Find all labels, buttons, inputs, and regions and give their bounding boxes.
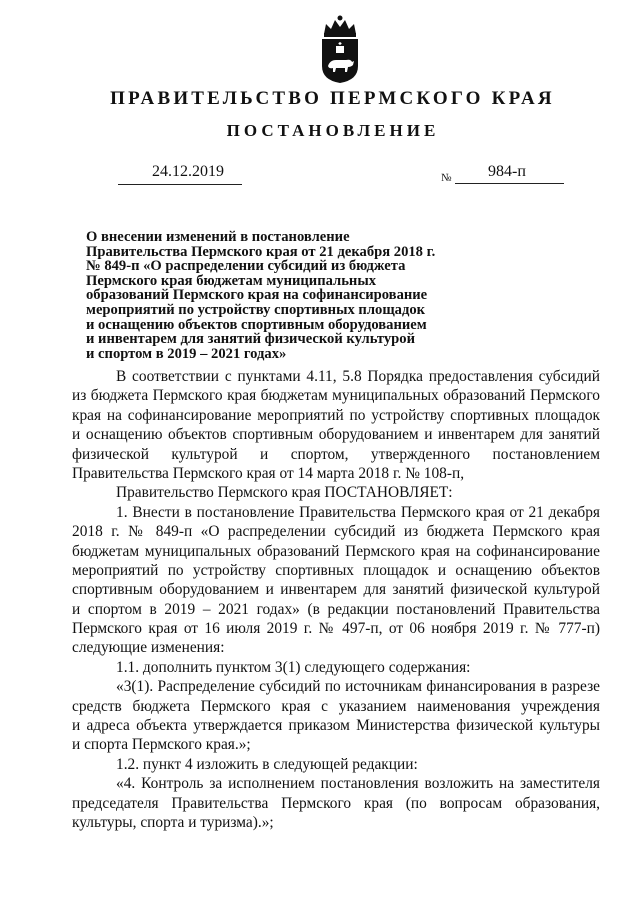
document-subject <box>86 230 486 361</box>
number-sign: № <box>441 172 452 184</box>
body-line: средств бюджета Пермского края с указанием наименования учреждения <box>72 697 600 715</box>
subject-line: О внесении изменений в постановление <box>86 229 350 245</box>
body-line: и спортом в 2019 – 2021 годах» (в редакции постановлений Правительства <box>72 600 600 618</box>
subject-line: и спортом в 2019 – 2021 годах» <box>86 345 287 362</box>
body-line: «3(1). Распределение субсидий по источникам финансирования в разрезе <box>116 678 600 696</box>
subject-line: Пермского края бюджетам муниципальных <box>86 272 377 289</box>
subject-line: № 849-п «О распределении субсидий из бюджета <box>86 258 406 275</box>
body-line: председателя Правительства Пермского края (по вопросам образования, <box>72 794 600 812</box>
body-line: 2018 г. № 849-п «О распределении субсидий из бюджета Пермского края <box>72 523 600 541</box>
body-line: бюджетам муниципальных образований Пермского края на софинансирование <box>72 542 600 560</box>
body-line: Пермского края от 16 июля 2019 г. № 497-п, от 06 ноября 2019 г. № 777-п) <box>72 620 600 638</box>
government-title: ПРАВИТЕЛЬСТВО ПЕРМСКОГО КРАЯ <box>110 88 555 109</box>
document-type: ПОСТАНОВЛЕНИЕ <box>226 121 440 140</box>
document-body <box>72 367 600 832</box>
body-line: Правительство Пермского края ПОСТАНОВЛЯЕТ: <box>116 484 453 502</box>
subject-line: и оснащению объектов спортивным оборудованием <box>86 316 427 333</box>
subject-line: и инвентарем для занятий физической культурой <box>86 331 415 348</box>
body-line: 1.2. пункт 4 изложить в следующей редакции: <box>116 755 418 773</box>
body-line: следующие изменения: <box>72 639 225 657</box>
subject-line: Правительства Пермского края от 21 декабря 2018 г. <box>86 243 436 260</box>
body-line: В соответствии с пунктами 4.11, 5.8 Порядка предоставления субсидий <box>116 368 600 385</box>
body-line: «4. Контроль за исполнением постановления возложить на заместителя <box>116 775 600 793</box>
body-line: культуры, спорта и туризма).»; <box>72 813 274 831</box>
body-line: 1.1. дополнить пунктом 3(1) следующего содержания: <box>116 658 471 676</box>
body-line: и спорта Пермского края.»; <box>72 736 251 754</box>
body-line: из бюджета Пермского края бюджетам муниципальных образований Пермского <box>72 387 600 405</box>
body-line: и оснащению объектов спортивным оборудованием и инвентарем для занятий <box>72 426 600 444</box>
perm-krai-coat-of-arms <box>318 14 362 84</box>
subject-line: образований Пермского края на софинансирование <box>86 287 428 304</box>
number-underline <box>455 183 564 184</box>
body-line: мероприятий по устройству спортивных площадок и оснащению объектов <box>72 561 600 579</box>
body-line: края на софинансирование мероприятий по устройству спортивных площадок <box>72 406 600 424</box>
body-line: спортивным оборудованием и инвентарем для занятий физической культурой <box>72 581 600 599</box>
body-line: и адреса объекта утверждается приказом Министерства физической культуры <box>72 717 600 735</box>
date-underline <box>118 184 242 185</box>
body-line: Правительства Пермского края от 14 марта 2018 г. № 108-п, <box>72 464 465 482</box>
body-line: 1. Внести в постановление Правительства Пермского края от 21 декабря <box>116 503 600 521</box>
body-line: физической культурой и спортом, утвержденного постановлением <box>72 445 600 463</box>
document-number: 984-п <box>488 163 526 180</box>
document-date: 24.12.2019 <box>152 163 224 180</box>
subject-line: мероприятий по устройству спортивных площадок <box>86 301 426 318</box>
